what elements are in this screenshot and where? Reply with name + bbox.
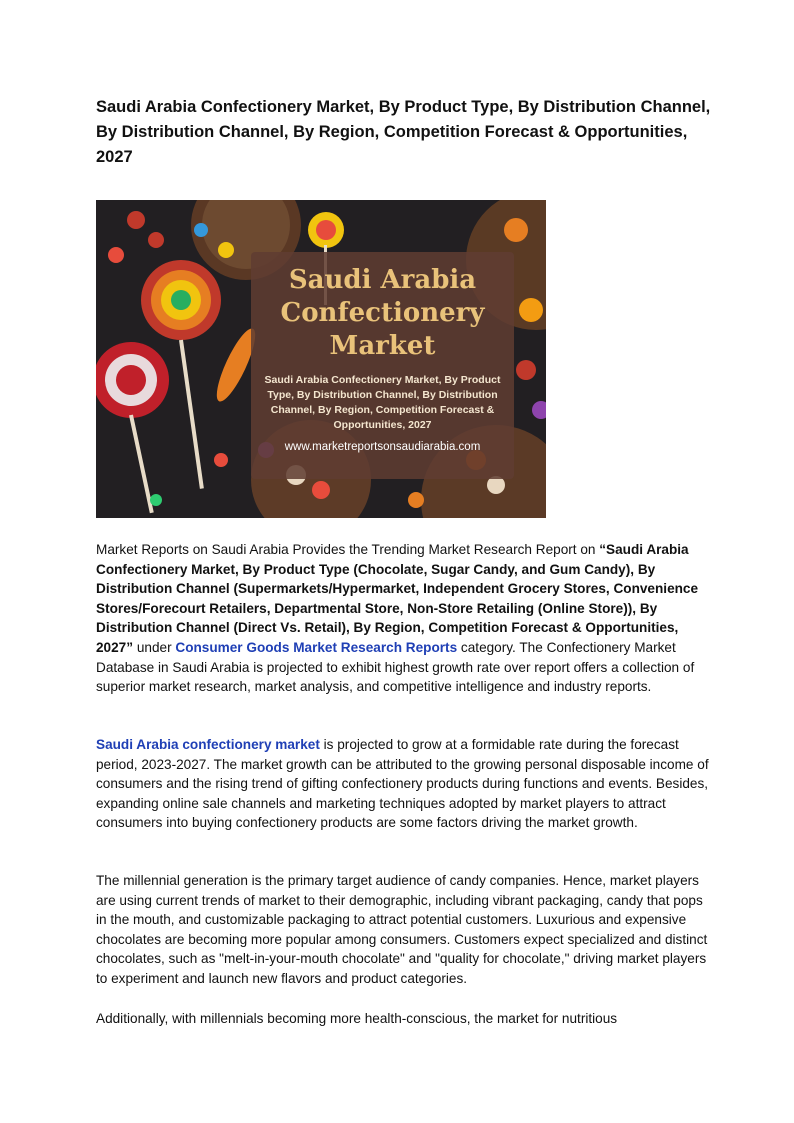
banner-heading xyxy=(251,264,514,363)
report-banner-image xyxy=(96,200,546,518)
health-paragraph: Additionally, with millennials becoming more health-conscious, the market for nutritious xyxy=(96,1011,618,1026)
report-title-bold: “Saudi Arabia Confectionery Market, By Product Type (Chocolate, Sugar Candy, and Gum Candy), By Distribution Channel (Supermarkets/Hypermarket, Independent Grocery Stores, Convenience Stores/Forecourt Retailers, Departmental Store, Non-Store Retailing (Online Store)), By Distribution Channel (Direct Vs. Retail), By Region, Competition Forecast & Opportunities, 2027” xyxy=(96,542,699,655)
intro-paragraph xyxy=(96,540,711,697)
intro-rest-text: category. The Confectionery Market Database in Saudi Arabia is projected to exhibit highest growth rate over report offers a collection of superior market research, market analysis, and competitive intelligence and industry reports. xyxy=(96,639,695,695)
category-link[interactable]: Consumer Goods Market Research Reports xyxy=(175,639,458,655)
banner-subtitle: Saudi Arabia Confectionery Market, By Product Type, By Distribution Channel, By Distribution Channel, By Region, Competition Forecast & Opportunities, 2027 xyxy=(264,374,501,431)
banner-heading-line: Saudi Arabia xyxy=(288,265,477,295)
market-link[interactable]: Saudi Arabia confectionery market xyxy=(96,737,320,752)
market-growth-paragraph xyxy=(96,735,711,833)
intro-text: Market Reports on Saudi Arabia Provides the Trending Market Research Report on xyxy=(96,542,600,557)
millennial-paragraph: The millennial generation is the primary target audience of candy companies. Hence, market players are using current trends of market to their demographic, including vibrant packaging, candy that pops in the mouth, and customizable packaging to attract potential customers. Luxurious and expensive chocolates are becoming more popular among consumers. Customers expect specialized and distinct chocolates, such as "melt-in-your-mouth chocolate" and "quality for chocolate," driving market players to experiment and launch new flavors and product categories. xyxy=(96,873,708,986)
banner-text-panel xyxy=(251,252,514,479)
market-growth-text: is projected to grow at a formidable rate during the forecast period, 2023-2027. The market growth can be attributed to the growing personal disposable income of consumers and the rising trend of gifting confectionery products during functions and events. Besides, expanding online sale channels and marketing techniques adopted by market players to attract consumers into buying confectionery products are some factors driving the market growth. xyxy=(96,737,709,831)
banner-url: www.marketreportsonsaudiarabia.com xyxy=(284,441,481,453)
connector-text: under xyxy=(133,639,176,655)
banner-heading-line: Market xyxy=(329,331,436,361)
page-title: Saudi Arabia Confectionery Market, By Product Type, By Distribution Channel, By Distribution Channel, By Region, Competition Forecast & Opportunities, 2027 xyxy=(96,98,711,166)
banner-heading-line: Confectionery xyxy=(280,298,485,328)
